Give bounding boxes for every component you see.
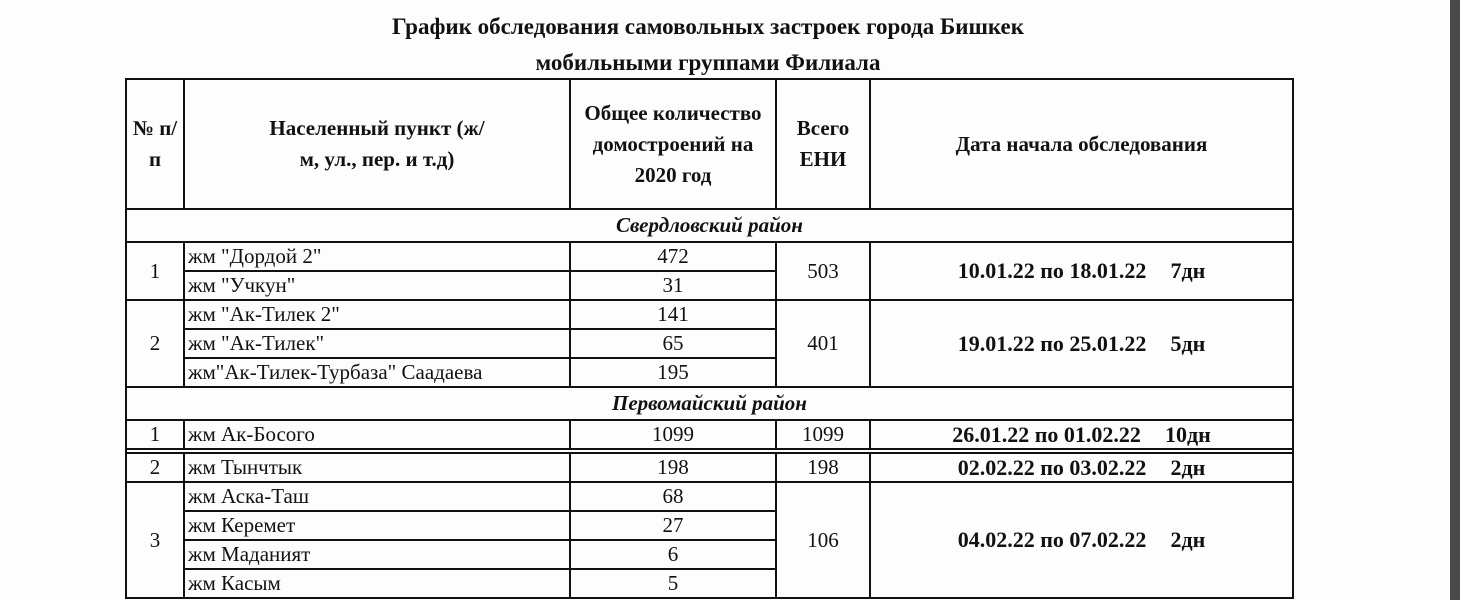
total-cell: 503 bbox=[776, 242, 870, 300]
days-count: 2дн bbox=[1170, 527, 1206, 552]
place-cell: жм Ак-Босого bbox=[184, 420, 570, 449]
header-total: Всего ЕНИ bbox=[776, 79, 870, 209]
place-cell: жм "Ак-Тилек" bbox=[184, 329, 570, 358]
count-cell: 65 bbox=[570, 329, 776, 358]
place-cell: жм"Ак-Тилек-Турбаза" Саадаева bbox=[184, 358, 570, 387]
place-cell: жм Маданият bbox=[184, 540, 570, 569]
table-row bbox=[126, 242, 1293, 271]
date-range: 19.01.22 по 25.01.22 bbox=[957, 330, 1147, 356]
count-cell: 27 bbox=[570, 511, 776, 540]
document-subtitle: мобильными группами Филиала bbox=[535, 50, 881, 75]
total-cell: 198 bbox=[776, 453, 870, 482]
place-cell: жм Касым bbox=[184, 569, 570, 598]
table-row bbox=[126, 300, 1293, 329]
date-cell bbox=[870, 453, 1293, 482]
count-cell: 5 bbox=[570, 569, 776, 598]
count-cell: 472 bbox=[570, 242, 776, 271]
count-cell: 141 bbox=[570, 300, 776, 329]
count-cell: 195 bbox=[570, 358, 776, 387]
section-title: Свердловский район bbox=[126, 209, 1293, 242]
row-number: 3 bbox=[126, 482, 184, 598]
total-cell: 1099 bbox=[776, 420, 870, 449]
row-number: 2 bbox=[126, 300, 184, 387]
count-cell: 68 bbox=[570, 482, 776, 511]
date-cell bbox=[870, 300, 1293, 387]
count-cell: 6 bbox=[570, 540, 776, 569]
place-cell: жм "Дордой 2" bbox=[184, 242, 570, 271]
date-range: 10.01.22 по 18.01.22 bbox=[957, 258, 1147, 283]
row-number: 2 bbox=[126, 453, 184, 482]
days-count: 5дн bbox=[1170, 330, 1206, 356]
header-count: Общее количество домостроений на 2020 год bbox=[570, 79, 776, 209]
schedule-table bbox=[125, 78, 1294, 599]
place-cell: жм Тынчтык bbox=[184, 453, 570, 482]
place-cell: жм Керемет bbox=[184, 511, 570, 540]
document-title: График обследования самовольных застроек города Бишкек bbox=[391, 14, 1025, 39]
table-row bbox=[126, 420, 1293, 449]
total-cell: 401 bbox=[776, 300, 870, 387]
scrollbar[interactable] bbox=[1450, 0, 1460, 600]
table-row bbox=[126, 482, 1293, 511]
total-cell: 106 bbox=[776, 482, 870, 598]
count-cell: 31 bbox=[570, 271, 776, 300]
date-range: 02.02.22 по 03.02.22 bbox=[957, 454, 1147, 480]
days-count: 10дн bbox=[1164, 421, 1211, 447]
count-cell: 1099 bbox=[570, 420, 776, 449]
place-cell: жм Аска-Таш bbox=[184, 482, 570, 511]
date-cell bbox=[870, 420, 1293, 449]
count-cell: 198 bbox=[570, 453, 776, 482]
header-num: № п/п bbox=[126, 79, 184, 209]
date-cell bbox=[870, 482, 1293, 598]
section-title: Первомайский район bbox=[126, 387, 1293, 420]
days-count: 2дн bbox=[1170, 454, 1206, 480]
section-row bbox=[126, 209, 1293, 242]
header-place: Населенный пункт (ж/м, ул., пер. и т.д) bbox=[184, 79, 570, 209]
days-count: 7дн bbox=[1170, 258, 1206, 283]
row-number: 1 bbox=[126, 420, 184, 449]
table-row bbox=[126, 453, 1293, 482]
section-row bbox=[126, 387, 1293, 420]
header-date: Дата начала обследования bbox=[870, 79, 1293, 209]
row-number: 1 bbox=[126, 242, 184, 300]
place-cell: жм "Ак-Тилек 2" bbox=[184, 300, 570, 329]
date-range: 26.01.22 по 01.02.22 bbox=[952, 421, 1141, 447]
place-cell: жм "Учкун" bbox=[184, 271, 570, 300]
date-cell bbox=[870, 242, 1293, 300]
table-header-row bbox=[126, 79, 1293, 209]
date-range: 04.02.22 по 07.02.22 bbox=[957, 527, 1147, 552]
